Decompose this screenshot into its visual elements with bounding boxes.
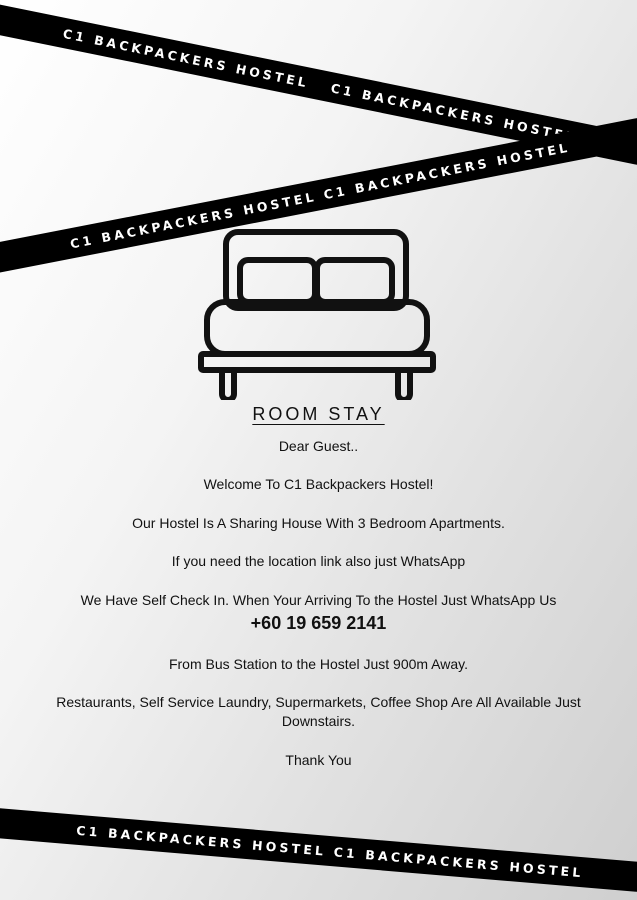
brand-band-top-text: C1 BACKPACKERS HOSTEL C1 BACKPACKERS HOSTEL xyxy=(61,25,579,145)
location-note: If you need the location link also just WhatsApp xyxy=(171,553,466,569)
phone-number: +60 19 659 2141 xyxy=(250,613,387,633)
description-text: Our Hostel Is A Sharing House With 3 Bedroom Apartments. xyxy=(132,515,505,531)
brand-band-middle-text: C1 BACKPACKERS HOSTEL C1 BACKPACKERS HOSTEL xyxy=(68,139,572,251)
checkin-note: We Have Self Check In. When Your Arriving To the Hostel Just WhatsApp Us xyxy=(80,592,557,608)
greeting-text: Dear Guest.. xyxy=(278,438,359,454)
brand-band-bottom xyxy=(0,803,637,898)
amenities-line-2: Downstairs. xyxy=(281,713,356,729)
page-title: ROOM STAY xyxy=(252,404,385,424)
bed-icon xyxy=(198,228,436,400)
bus-note: From Bus Station to the Hostel Just 900m Away. xyxy=(168,656,469,672)
closing-text: Thank You xyxy=(285,752,352,768)
welcome-text: Welcome To C1 Backpackers Hostel! xyxy=(203,476,434,492)
brand-band-bottom-text: C1 BACKPACKERS HOSTEL C1 BACKPACKERS HOSTEL xyxy=(75,822,585,880)
amenities-line-1: Restaurants, Self Service Laundry, Supermarkets, Coffee Shop Are All Available Just xyxy=(56,694,581,710)
